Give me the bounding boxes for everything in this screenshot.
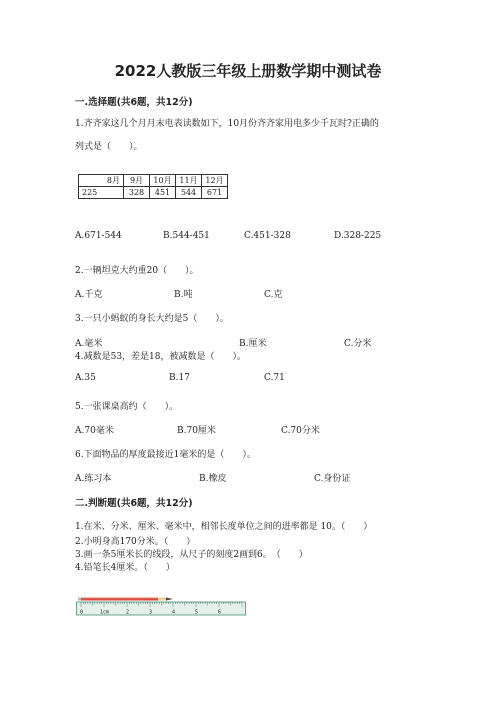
q1-option-b: B.544-451: [163, 231, 210, 241]
q2-option-a: A.千克: [75, 290, 103, 300]
table-row-months: [79, 175, 228, 187]
q2-text: 2.一辆坦克大约重20（ ）。: [75, 266, 199, 276]
judge-item-2: 2.小明身高170分米。（ ）: [75, 537, 196, 547]
table-cell: 544: [176, 187, 202, 199]
q5-option-c: C.70分米: [281, 426, 320, 436]
q3-option-c: C.分米: [344, 339, 372, 349]
table-cell: 11月: [176, 175, 202, 187]
ruler-label: 2: [126, 609, 130, 616]
q4-option-a: A.35: [75, 373, 96, 383]
q1-option-c: C.451-328: [244, 231, 291, 241]
q3-option-a: A.毫米: [75, 339, 103, 349]
table-cell: 671: [202, 187, 228, 199]
page-title: 2022人教版三年级上册数学期中测试卷: [114, 62, 382, 80]
judge-item-1: 1.在米、分米、厘米、毫米中，相邻长度单位之间的进率都是 10。（ ）: [75, 522, 373, 532]
q6-option-c: C.身份证: [314, 474, 351, 484]
table-cell: 225: [79, 187, 124, 199]
table-cell: 9月: [124, 175, 150, 187]
q4-text: 4.减数是53，差是18，被减数是（ ）。: [75, 352, 246, 362]
q1-text-line1: 1.齐齐家这几个月月末电表读数如下，10月份齐齐家用电多少千瓦时?正确的: [75, 119, 379, 129]
q6-option-a: A.练习本: [75, 474, 112, 484]
q6-option-b: B.橡皮: [199, 474, 227, 484]
q1-text-line2: 列式是（ ）。: [75, 142, 143, 152]
table-cell: 12月: [202, 175, 228, 187]
q2-option-c: C.克: [264, 290, 283, 300]
q6-text: 6.下面物品的厚度最接近1毫米的是（ ）。: [75, 450, 256, 460]
q1-option-d: D.328-225: [334, 231, 382, 241]
judge-item-4: 4.铅笔长4厘米。（ ）: [75, 563, 175, 573]
ruler-label: 4: [172, 609, 176, 616]
ruler-label: 3: [149, 609, 153, 616]
judge-item-3: 3.画一条5厘米长的线段，从尺子的刻度2画到6。 （ ）: [75, 550, 308, 560]
meter-reading-table: [78, 174, 228, 199]
table-cell: 8月: [79, 175, 124, 187]
ruler-label: 5: [195, 609, 199, 616]
q3-text: 3.一只小蚂蚁的身长大约是5（ ）。: [75, 314, 229, 324]
table-cell: 451: [150, 187, 176, 199]
section-heading-judge: 二.判断题(共6题，共12分): [75, 498, 193, 509]
section-heading-choice: 一.选择题(共6题，共12分): [75, 97, 193, 108]
q3-option-b: B.厘米: [239, 339, 267, 349]
q1-option-a: A.671-544: [75, 231, 122, 241]
ruler-label: 0: [80, 609, 84, 616]
table-row-readings: [79, 187, 228, 199]
q4-option-b: B.17: [169, 373, 190, 383]
ruler-label: 1cm: [100, 609, 110, 616]
q4-option-c: C.71: [264, 373, 285, 383]
pencil-icon: [78, 598, 173, 601]
q5-text: 5.一张课桌高约（ ）。: [75, 402, 179, 412]
q5-option-b: B.70厘米: [177, 426, 216, 436]
ruler-icon: [77, 602, 246, 616]
ruler-label: 6: [218, 609, 222, 616]
q5-option-a: A.70毫米: [75, 426, 114, 436]
q2-option-b: B.吨: [174, 290, 193, 300]
table-cell: 10月: [150, 175, 176, 187]
table-cell: 328: [124, 187, 150, 199]
pencil-and-ruler-illustration: [76, 596, 246, 616]
